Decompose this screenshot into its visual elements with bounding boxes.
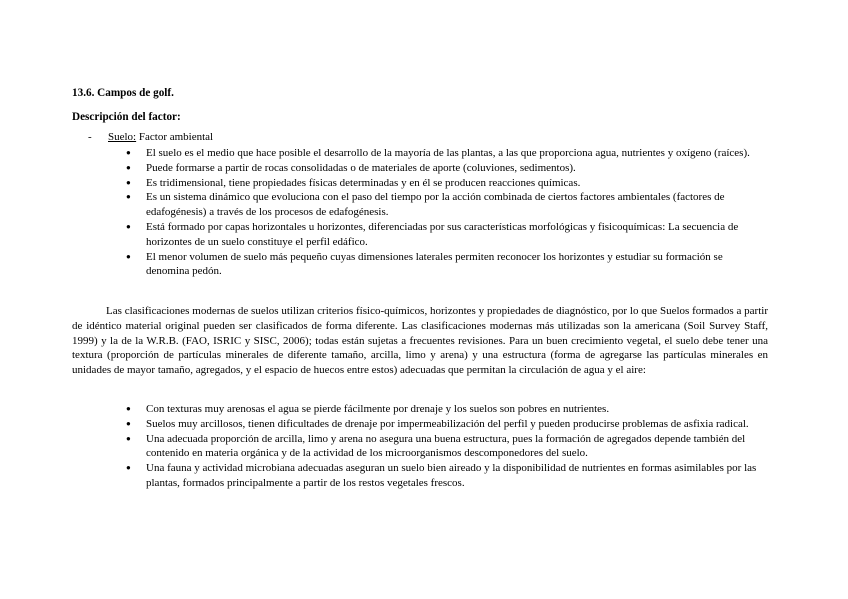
description-heading: Descripción del factor: [72, 111, 181, 123]
texture-list [126, 402, 768, 491]
subject-text: Factor ambiental [138, 131, 214, 143]
subject-label: Suelo: [108, 131, 137, 143]
list-item: ● Una fauna y actividad microbiana adecuadas aseguran un suelo bien aireado y la disponibilidad de nutrientes en formas asimilables por las plantas, formados principalmente a partir de los restos vegetales frescos. [126, 461, 768, 491]
list-item: ● El suelo es el medio que hace posible el desarrollo de la mayoría de las plantas, a las que proporciona agua, nutrientes y oxígeno (raíces). [126, 146, 768, 161]
list-item: ● Puede formarse a partir de rocas consolidadas o de materiales de aporte (coluviones, sedimentos). [126, 161, 768, 176]
list-item: ● Es un sistema dinámico que evoluciona con el paso del tiempo por la acción combinada de ciertos factores ambientales (factores de edafogénesis) a través de los procesos de edafogénesis. [126, 190, 768, 220]
section-title: 13.6. Campos de golf. [72, 87, 174, 99]
classification-paragraph: Las clasificaciones modernas de suelos utilizan criterios físico-químicos, horizontes y propiedades de diagnóstico, por lo que Suelos formados a partir de idéntico material original pueden ser clasificados de forma diferente. Las clasificaciones modernas más utilizadas son la americana (Soil Survey Staff, 1999) y la de la W.R.B. (FAO, ISRIC y SISC, 2006); todas están sujetas a frecuentes revisiones. Para un buen crecimiento vegetal, el suelo debe tener una textura (proporción de partículas minerales de diferente tamaño, arcilla, limo y arena) y una estructura (forma de agregarse las partículas minerales en unidades de mayor tamaño, agregados, y el espacio de huecos entre estos) adecuadas que permitan la circulación de agua y el aire: [72, 305, 768, 377]
list-item: ● El menor volumen de suelo más pequeño cuyas dimensiones laterales permiten reconocer los horizontes y estudiar su formación se denomina pedón. [126, 250, 768, 280]
list-item: ● Suelos muy arcillosos, tienen dificultades de drenaje por impermeabilización del perfil y pueden producirse problemas de asfixia radical. [126, 417, 768, 432]
dash-marker: - [88, 131, 92, 143]
list-item: ● Es tridimensional, tiene propiedades físicas determinadas y en él se producen reacciones químicas. [126, 176, 768, 191]
list-item: ● Está formado por capas horizontales u horizontes, diferenciadas por sus características morfológicas y fisicoquímicas: La secuencia de horizontes de un suelo constituye el perfil edáfico. [126, 220, 768, 250]
soil-properties-list [126, 146, 768, 279]
subject-line [88, 130, 213, 144]
list-item: ● Una adecuada proporción de arcilla, limo y arena no asegura una buena estructura, pues la formación de agregados depende también del contenido en materia orgánica y de la actividad de los microorganismos descomponedores del suelo. [126, 432, 768, 462]
list-item: ● Con texturas muy arenosas el agua se pierde fácilmente por drenaje y los suelos son pobres en nutrientes. [126, 402, 768, 417]
